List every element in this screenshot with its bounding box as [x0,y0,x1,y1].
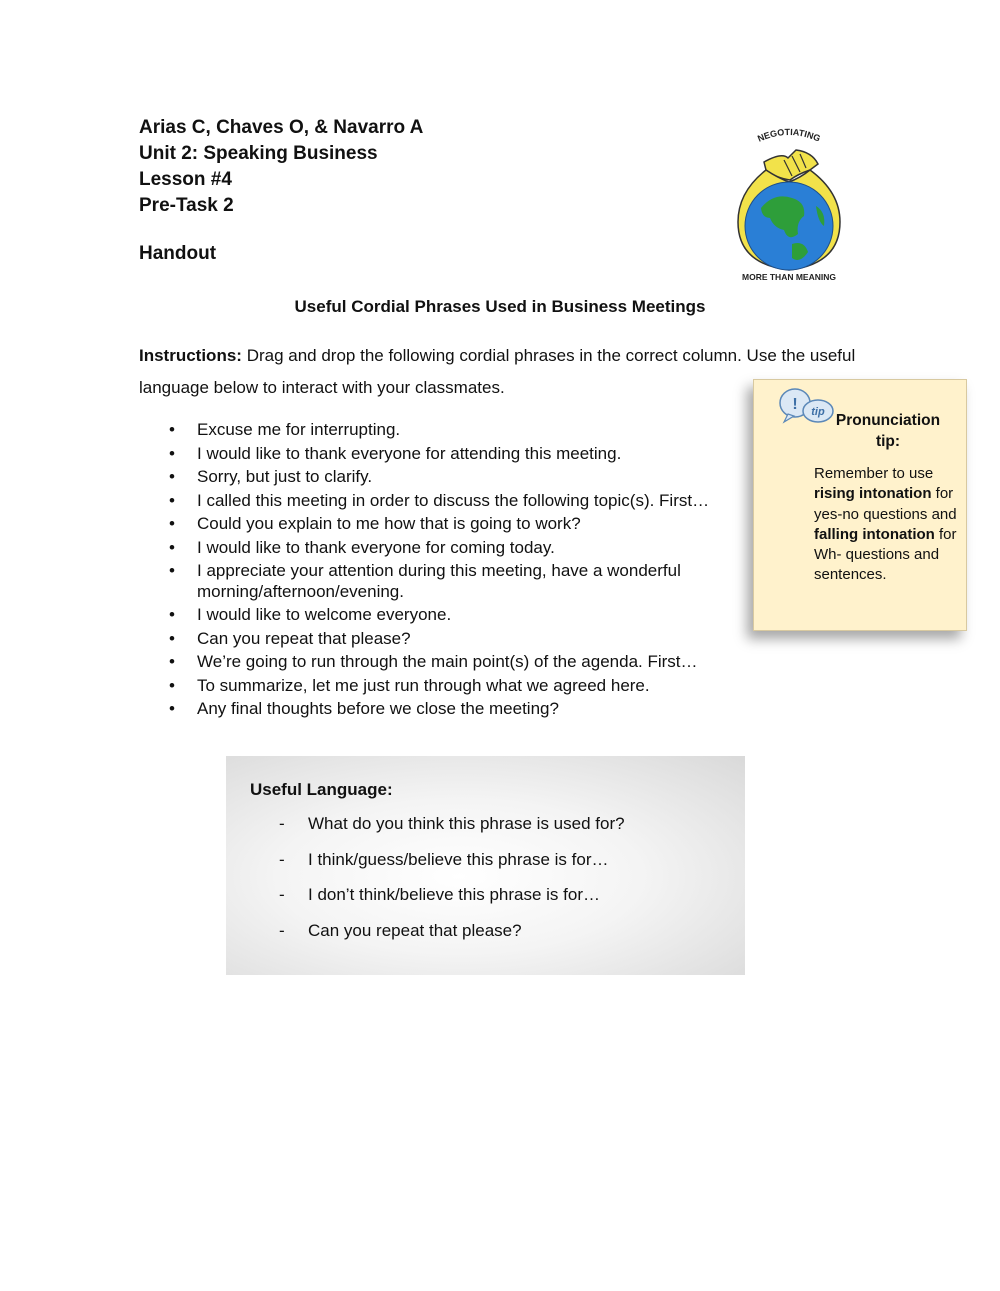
negotiating-logo [726,122,852,286]
logo-bottom-text: MORE THAN MEANING [742,272,836,282]
useful-language-box [226,756,745,975]
bullet-icon: • [169,420,175,439]
phrase-text: We’re going to run through the main point(s) of the agenda. First… [197,652,698,671]
phrase-text: I appreciate your attention during this meeting, have a wonderful morning/afternoon/evening. [197,561,681,601]
useful-language-item [279,850,625,886]
tip-icon-text: tip [811,406,825,418]
phrase-text: To summarize, let me just run through what we agreed here. [197,675,650,695]
bullet-icon: • [169,467,175,486]
bullet-icon: • [169,675,175,695]
tip-title: Pronunciation tip: [835,412,941,450]
document-title: Useful Cordial Phrases Used in Business Meetings [294,297,706,316]
svg-text:NEGOTIATING [756,127,822,144]
phrase-text: I called this meeting in order to discuss the following topic(s). First… [197,490,710,510]
bullet-icon: • [169,561,175,580]
tip-rising-intonation: rising intonation [814,485,932,503]
useful-language-text: Can you repeat that please? [308,920,522,940]
useful-language-title: Useful Language: [250,780,393,799]
phrase-text: I would like to thank everyone for attending this meeting. [197,443,622,463]
phrase-item[interactable] [169,467,749,488]
phrase-item[interactable] [169,676,749,697]
bullet-icon: • [169,605,175,624]
tip-body [814,464,964,586]
phrase-text: Sorry, but just to clarify. [197,467,373,486]
bullet-icon: • [169,537,175,557]
tip-text-3: for Wh- questions and sentences. [814,525,957,584]
bullet-icon: • [169,699,175,718]
phrase-item[interactable] [169,652,749,673]
useful-language-text: I don’t think/believe this phrase is for… [308,885,600,904]
authors: Arias C, Chaves O, & Navarro A [139,117,424,138]
useful-language-item [279,885,625,921]
useful-language-list [279,814,625,956]
phrase-item[interactable] [169,420,749,441]
unit-title: Unit 2: Speaking Business [139,143,378,164]
phrase-item[interactable] [169,699,749,720]
pronunciation-tip-box [753,379,967,631]
bullet-icon: • [169,628,175,648]
dash-icon: - [279,849,285,869]
phrase-item[interactable] [169,561,749,602]
bullet-icon: • [169,490,175,510]
lesson-number: Lesson #4 [139,169,232,190]
instructions [139,340,859,404]
phrase-item[interactable] [169,444,749,465]
phrase-text: Any final thoughts before we close the meeting? [197,699,559,718]
useful-language-item [279,814,625,850]
instructions-text: Drag and drop the following cordial phrases in the correct column. Use the useful language below to interact with your classmates. [139,346,856,397]
task-name: Pre-Task 2 [139,195,234,216]
bullet-icon: • [169,652,175,671]
dash-icon: - [279,814,285,833]
handout-label: Handout [139,243,217,264]
useful-language-item [279,921,625,957]
bullet-icon: • [169,514,175,533]
document-header [139,115,423,219]
dash-icon: - [279,920,285,940]
tip-falling-intonation: falling intonation [814,525,935,543]
globe-handshake-icon [726,122,852,286]
instructions-label: Instructions: [139,346,242,365]
phrase-text: Excuse me for interrupting. [197,420,401,439]
tip-text-1: Remember to use [814,465,934,482]
tip-text-2: for yes-no questions and [814,485,957,523]
useful-language-text: What do you think this phrase is used for? [308,814,625,833]
phrase-item[interactable] [169,605,749,626]
phrase-item[interactable] [169,538,749,559]
phrase-text: Can you repeat that please? [197,628,411,648]
bullet-icon: • [169,443,175,463]
phrase-text: I would like to thank everyone for coming today. [197,537,555,557]
useful-language-text: I think/guess/believe this phrase is for… [308,849,609,869]
tip-icon-mark: ! [792,396,798,413]
phrase-item[interactable] [169,491,749,512]
phrase-item[interactable] [169,629,749,650]
phrase-text: Could you explain to me how that is going to work? [197,514,581,533]
phrase-item[interactable] [169,514,749,535]
phrase-list [169,420,749,723]
phrase-text: I would like to welcome everyone. [197,605,452,624]
logo-top-text: NEGOTIATING [756,126,822,144]
dash-icon: - [279,885,285,904]
